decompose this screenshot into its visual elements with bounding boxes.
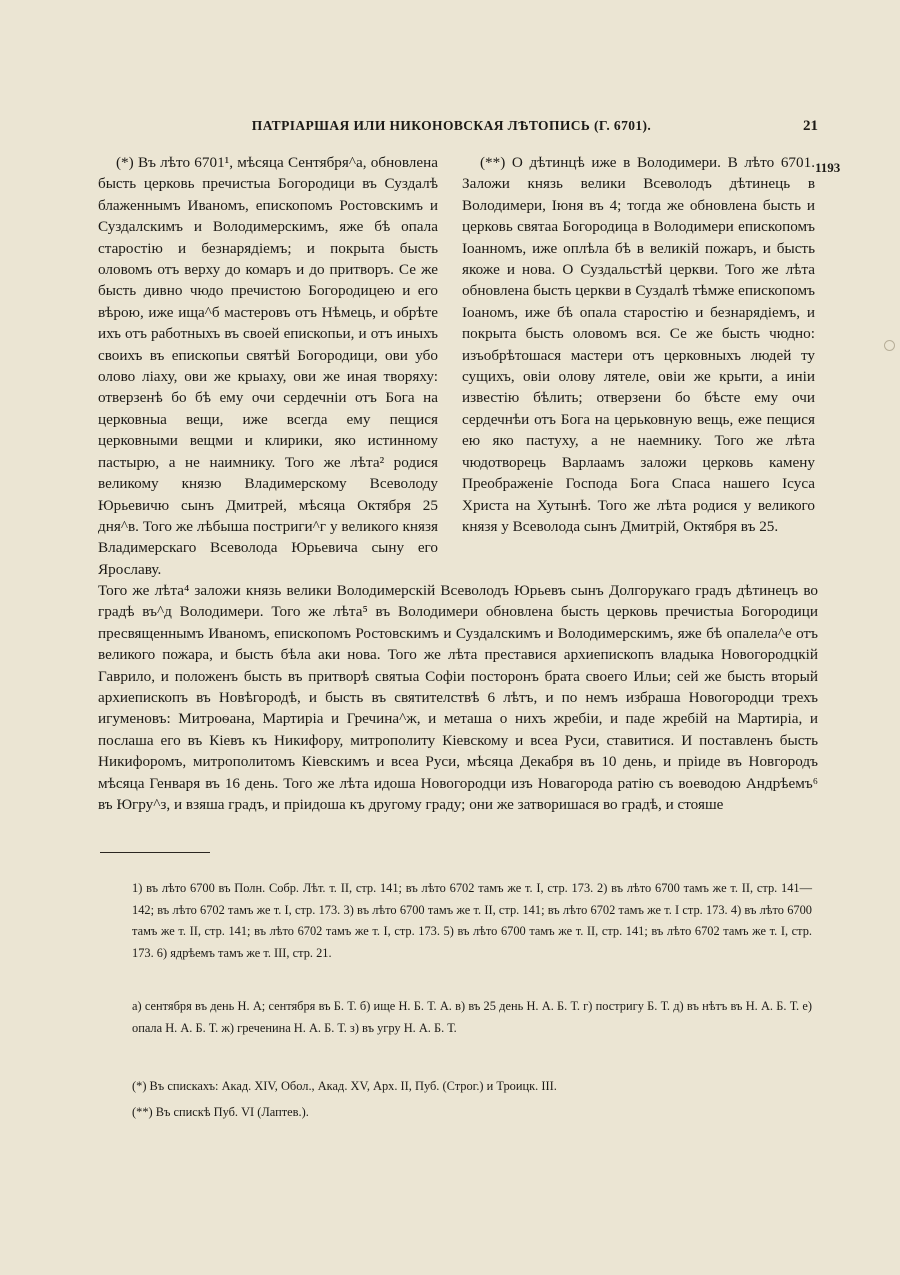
full-width-text-block [98, 580, 818, 815]
scan-circle-mark [884, 340, 895, 351]
numbered-footnotes [132, 878, 812, 964]
lettered-footnotes-text: а) сентября въ день Н. А; сентября въ Б. Т. б) ище Н. Б. Т. А. в) въ 25 день Н. А. Б. Т. г) постригу Б. Т. д) въ нѣтъ въ Н. А. Б. Т. е) опала Н. А. Б. Т. ж) греченина Н. А. Б. Т. з) въ угру Н. А. Б. Т. [132, 999, 812, 1035]
right-column [462, 152, 815, 537]
running-title: ПАТРІАРШАЯ ИЛИ НИКОНОВСКАЯ ЛѢТОПИСЬ (Г. 6701). [251, 118, 652, 133]
full-width-text: Того же лѣта⁴ заложи князь велики Володимерскій Всеволодъ Юрьевъ сынъ Долгорукаго градъ дѣтинецъ во градѣ въ^д Володимери. Того же лѣта⁵ въ Володимери обновлена бысть церковь пречистыа Богородици пресвященнымъ Иваномъ, епископомъ Ростовскимъ и Суздалскимъ и Володимерскимъ, яже бѣ опалела^е отъ великого пожара, и бысть бѣла аки нова. Того же лѣта преставися архиепископъ владыка Новогородцкій Гаврило, и положенъ бысть въ притворѣ святыа Софіи посторонъ брата своего Ильи; сей же бысть вторый архиепископъ въ Новѣгородѣ, и бысть въ святителствѣ 6 лѣтъ, и по немъ избраша Новогородци трехъ игуменовъ: Митроѳана, Мартиріа и Гречина^ж, и меташа о нихъ жребіи, и паде жребій на Мартиріа, и послаша его въ Кіевъ къ Никифору, митрополиту Кіевскому и всеа Руси, ставитися. И поставленъ бысть Никифоромъ, митрополитомъ Кіевскимъ и всеа Руси, мѣсяца Декабря въ 10 день, и пріиде въ Новгородъ мѣсяца Генваря въ 16 день. Того же лѣта идоша Новогородци изъ Новагорода ратію съ воеводою Андрѣемъ⁶ въ Югру^з, и взяша градъ, и пріидоша къ другому граду; они же затворишася во градѣ, и стояше [98, 582, 818, 814]
left-column [98, 152, 438, 580]
page-number: 21 [803, 118, 818, 134]
left-column-text: (*) Въ лѣто 6701¹, мѣсяца Сентября^а, обновлена бысть церковь пречистыа Богородици въ Суздалѣ блаженнымъ Иваномъ, епископомъ Ростовскимъ и Суздалскимъ и Володимерскимъ, яже бѣ опала старостію и безнарядіемъ; и покрыта бысть оловомъ отъ верху до комаръ и до притворъ. Се же бысть дивно чюдо пречистою Богородицею и его вѣрою, иже ища^б мастеровъ отъ Нѣмець, и обрѣте ихъ отъ работныхъ въ своей епископьи, и отъ иныхъ своихъ въ епископьи святѣй Богородици, ови убо олово ліаху, ови же крыаху, ови же иная творяху: отверзенѣ бо бѣ ему очи сердечніи отъ Бога на церковныа вещи, иже всегда ему пещися церковными вещми и клирики, яко истинному пастырю, а не наимнику. Того же лѣта² родися великому князю Владимерскому Всеволоду Юрьевичю сынъ Дмитрей, мѣсяца Октября 25 дня^в. Того же лѣбыша постриги^г у великого князя Владимерскаго Всеволода Юрьевича сыну его Ярославу. [98, 154, 438, 578]
page-header [100, 118, 818, 135]
lettered-footnotes [132, 996, 812, 1039]
numbered-footnotes-text: 1) въ лѣто 6700 въ Полн. Собр. Лѣт. т. II, стр. 141; въ лѣто 6702 тамъ же т. I, стр. 173. 2) въ лѣто 6700 тамъ же т. II, стр. 141—142; въ лѣто 6702 тамъ же т. I, стр. 173. 3) въ лѣто 6700 тамъ же т. II, стр. 141; въ лѣто 6702 тамъ же т. I стр. 173. 4) въ лѣто 6700 тамъ же т. II, стр. 141; въ лѣто 6702 тамъ же т. I, стр. 173. 5) въ лѣто 6700 тамъ же т. II, стр. 141; въ лѣто 6702 тамъ же т. I, стр. 173. 6) ядрѣемъ тамъ же т. III, стр. 21. [132, 881, 812, 960]
margin-year: 1193 [815, 160, 841, 175]
manuscript-list-1: (*) Въ спискахъ: Акад. XIV, Обол., Акад. XV, Арх. II, Пуб. (Строг.) и Троицк. III. [132, 1079, 557, 1093]
footnote-rule [100, 852, 210, 853]
right-column-text: (**) О дѣтинцѣ иже в Володимери. В лѣто 6701. Заложи князь велики Всеволодъ дѣтинець в Володимери, Іюня въ 4; тогда же обновлена бысть и церковь святаа Богородица в Володимери епископомъ Іоанномъ, иже оплѣла бѣ в великій пожаръ, и бысть якоже и нова. О Суздальстѣй церкви. Того же лѣта обновлена бысть церкви в Суздалѣ тѣмже епископомъ Іоаномъ, иже бѣ опала старостію и безнарядіемъ, и покрыта бысть оловомъ вся. Се же бысть чюдно: изъобрѣтошася мастери отъ церковныхъ людей ту сущихъ, овіи олову лятеле, овіи же крыти, а иніи известію бѣлить; отверзени бо бѣсте ему очи сердечнѣи отъ Бога на церьковную вещь, еже пещися ею яко пастуху, а не наемнику. Того же лѣта чюдотворець Варлаамъ заложи церковь камену Преображеніе Господа Бога Спаса нашего Ісуса Христа на Хутынѣ. Того же лѣта родися у великого князя у Всеволода сынъ Дмитрій, Октября въ 25. [462, 154, 815, 535]
manuscript-lists-notes [132, 1076, 812, 1127]
manuscript-list-2: (**) Въ спискѣ Пуб. VI (Лаптев.). [132, 1104, 309, 1119]
